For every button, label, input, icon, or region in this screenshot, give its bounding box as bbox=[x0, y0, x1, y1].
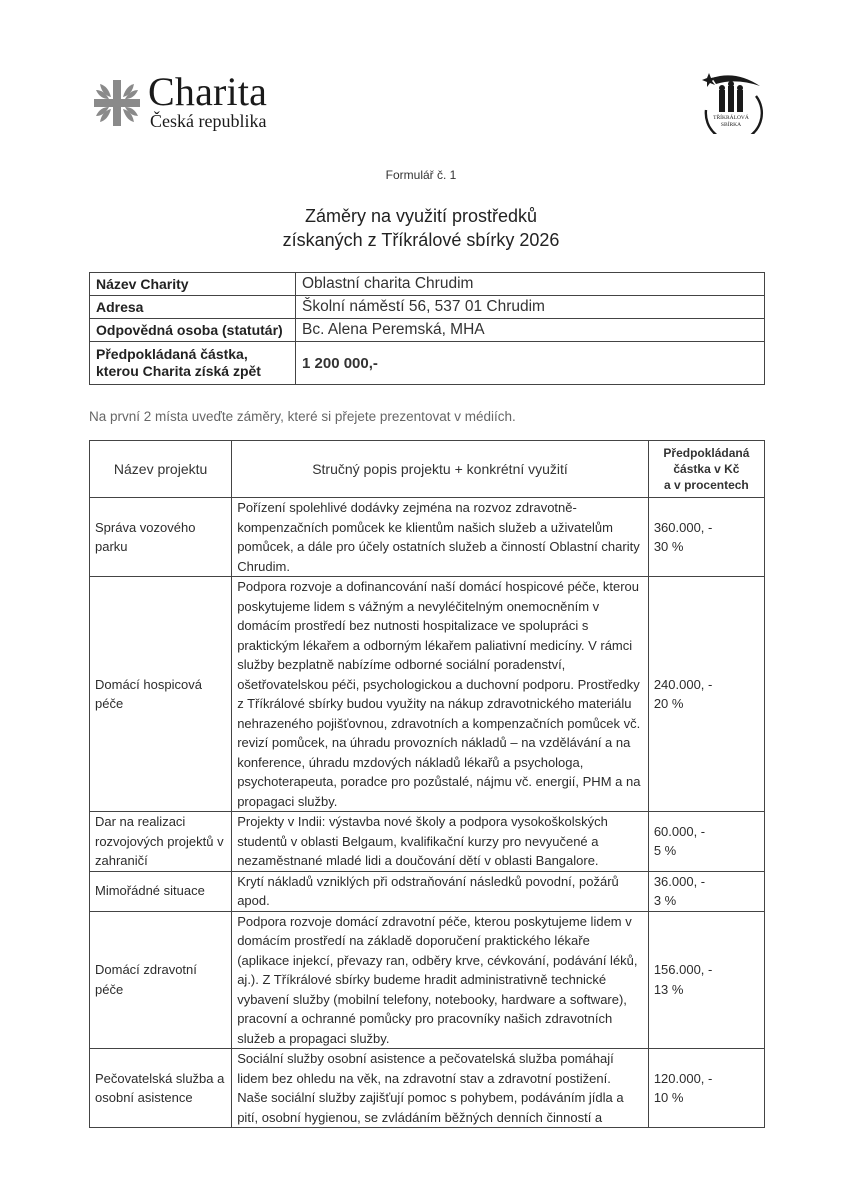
info-row bbox=[90, 319, 765, 342]
table-row bbox=[90, 911, 765, 1049]
amount-value: 120.000, - bbox=[653, 1070, 713, 1086]
project-amount bbox=[648, 577, 764, 812]
info-label-line: kterou Charita získá zpět bbox=[96, 363, 261, 379]
amount-value: 60.000, - bbox=[653, 823, 706, 839]
percent-value: 30 % bbox=[653, 539, 684, 554]
info-value: Bc. Alena Peremská, MHA bbox=[296, 319, 765, 342]
project-amount bbox=[648, 871, 764, 911]
table-row bbox=[90, 871, 765, 911]
project-desc: Podpora rozvoje domácí zdravotní péče, kterou poskytujeme lidem v domácím prostředí na základě doporučení praktického lékaře (aplikace injekcí, převazy ran, odběry krve, cévkování, podávání léků, aj.). Z Tříkrálové sbírky budeme hradit administrativně technické vybavení služby (mobilní telefony, notebooky, hardware a software), pracovní a ochranné pomůcky pro pracovníky našich zdravotních služeb a propagaci služby. bbox=[232, 911, 649, 1049]
charity-info-table bbox=[89, 272, 765, 385]
table-row bbox=[90, 812, 765, 872]
table-row bbox=[90, 498, 765, 577]
info-row bbox=[90, 342, 765, 385]
header-amount bbox=[648, 441, 764, 498]
info-label: Odpovědná osoba (statutár) bbox=[90, 319, 296, 342]
projects-header-row bbox=[90, 441, 765, 498]
table-row bbox=[90, 1049, 765, 1128]
project-desc: Pořízení spolehlivé dodávky zejména na rozvoz zdravotně-kompenzačních pomůcek ke klientům našich služeb a uživatelům pomůcek, a dále pro účely ostatních služeb a činností Oblastní charity Chrudim. bbox=[232, 498, 649, 577]
header-amount-line: Předpokládaná bbox=[663, 446, 750, 460]
badge-text-line1: TŘÍKRÁLOVÁ bbox=[713, 115, 749, 121]
percent-value: 20 % bbox=[653, 696, 684, 711]
project-name: Správa vozového parku bbox=[90, 498, 232, 577]
project-amount bbox=[648, 812, 764, 872]
amount-value: 240.000, - bbox=[653, 676, 713, 692]
info-label: Adresa bbox=[90, 296, 296, 319]
info-value: Oblastní charita Chrudim bbox=[296, 273, 765, 296]
project-name: Mimořádné situace bbox=[90, 871, 232, 911]
amount-value: 360.000, - bbox=[653, 519, 713, 535]
form-number: Formulář č. 1 bbox=[385, 168, 457, 182]
media-note: Na první 2 místa uveďte záměry, které si přejete prezentovat v médiích. bbox=[89, 409, 516, 424]
charita-logo bbox=[92, 69, 268, 132]
percent-value: 5 % bbox=[653, 843, 677, 859]
trikralova-sbirka-badge-icon bbox=[692, 66, 768, 134]
header-project-desc: Stručný popis projektu + konkrétní využití bbox=[232, 441, 649, 498]
percent-value: 13 % bbox=[653, 981, 684, 997]
percent-value: 10 % bbox=[653, 1090, 684, 1105]
header-amount-line: a v procentech bbox=[664, 478, 749, 492]
project-amount bbox=[648, 911, 764, 1049]
project-amount bbox=[648, 498, 764, 577]
charita-cross-icon bbox=[92, 78, 142, 128]
project-desc: Projekty v Indii: výstavba nové školy a podpora vysokoškolských studentů v oblasti Belgaum, kvalifikační kurzy pro nevyučené a nezaměstnané mladé lidi a doučování dětí v oblasti Bangalore. bbox=[232, 812, 649, 872]
amount-value: 36.000, - bbox=[653, 873, 706, 889]
info-row bbox=[90, 296, 765, 319]
project-name: Domácí hospicová péče bbox=[90, 577, 232, 812]
logo-title: Charita bbox=[148, 69, 268, 114]
info-label-line: Předpokládaná částka, bbox=[96, 346, 248, 362]
info-row bbox=[90, 273, 765, 296]
info-value: Školní náměstí 56, 537 01 Chrudim bbox=[296, 296, 765, 319]
amount-value: 156.000, - bbox=[653, 962, 713, 978]
project-name: Domácí zdravotní péče bbox=[90, 911, 232, 1049]
projects-table bbox=[89, 440, 765, 1128]
title-line-1: Záměry na využití prostředků bbox=[304, 206, 538, 226]
header-project-name: Název projektu bbox=[90, 441, 232, 498]
project-name: Pečovatelská služba a osobní asistence bbox=[90, 1049, 232, 1128]
project-name: Dar na realizaci rozvojových projektů v zahraničí bbox=[90, 812, 232, 872]
project-desc: Podpora rozvoje a dofinancování naší domácí hospicové péče, kterou poskytujeme lidem s vážným a nevyléčitelným onemocněním v domácím prostředí bez nutnosti hospitalizace ve spolupráci s praktickým lékařem a odborným lékařem paliativní medicíny. V rámci služby bezplatně nabízíme odborné sociální poradenství, ošetřovatelskou péči, psychologickou a duchovní podporu. Prostředky z Tříkrálové sbírky budou využity na nákup zdravotnického materiálu nehrazeného pojišťovnou, zdravotních a kompenzačních pomůcek vč. revizí pomůcek, na úhradu provozních nákladů – na vzdělávání a na konference, úhradu mzdových nákladů lékařů a psychologa, psychoterapeuta, poradce pro pozůstalé, nájmu vč. energií, PHM a na propagaci služby. bbox=[232, 577, 649, 812]
page-title bbox=[0, 204, 842, 252]
project-desc: Krytí nákladů vzniklých při odstraňování následků povodní, požárů apod. bbox=[232, 871, 649, 911]
header-amount-line: částka v Kč bbox=[673, 462, 740, 476]
title-line-2: získaných z Tříkrálové sbírky 2026 bbox=[282, 230, 560, 250]
badge-text-line2: SBÍRKA bbox=[720, 122, 742, 128]
percent-value: 3 % bbox=[653, 893, 677, 908]
expected-amount: 1 200 000,- bbox=[296, 342, 765, 385]
project-desc: Sociální služby osobní asistence a pečovatelská služba pomáhají lidem bez ohledu na věk, na zdravotní stav a zdravotní postižení. Naše sociální služby zajišťují pomoc s pohybem, podáváním jídla a pití, osobní hygienou, se zvládáním běžných denních činností a bbox=[232, 1049, 649, 1128]
table-row bbox=[90, 577, 765, 812]
info-label bbox=[90, 342, 296, 385]
logo-subtitle: Česká republika bbox=[150, 111, 267, 131]
project-amount bbox=[648, 1049, 764, 1128]
info-label: Název Charity bbox=[90, 273, 296, 296]
